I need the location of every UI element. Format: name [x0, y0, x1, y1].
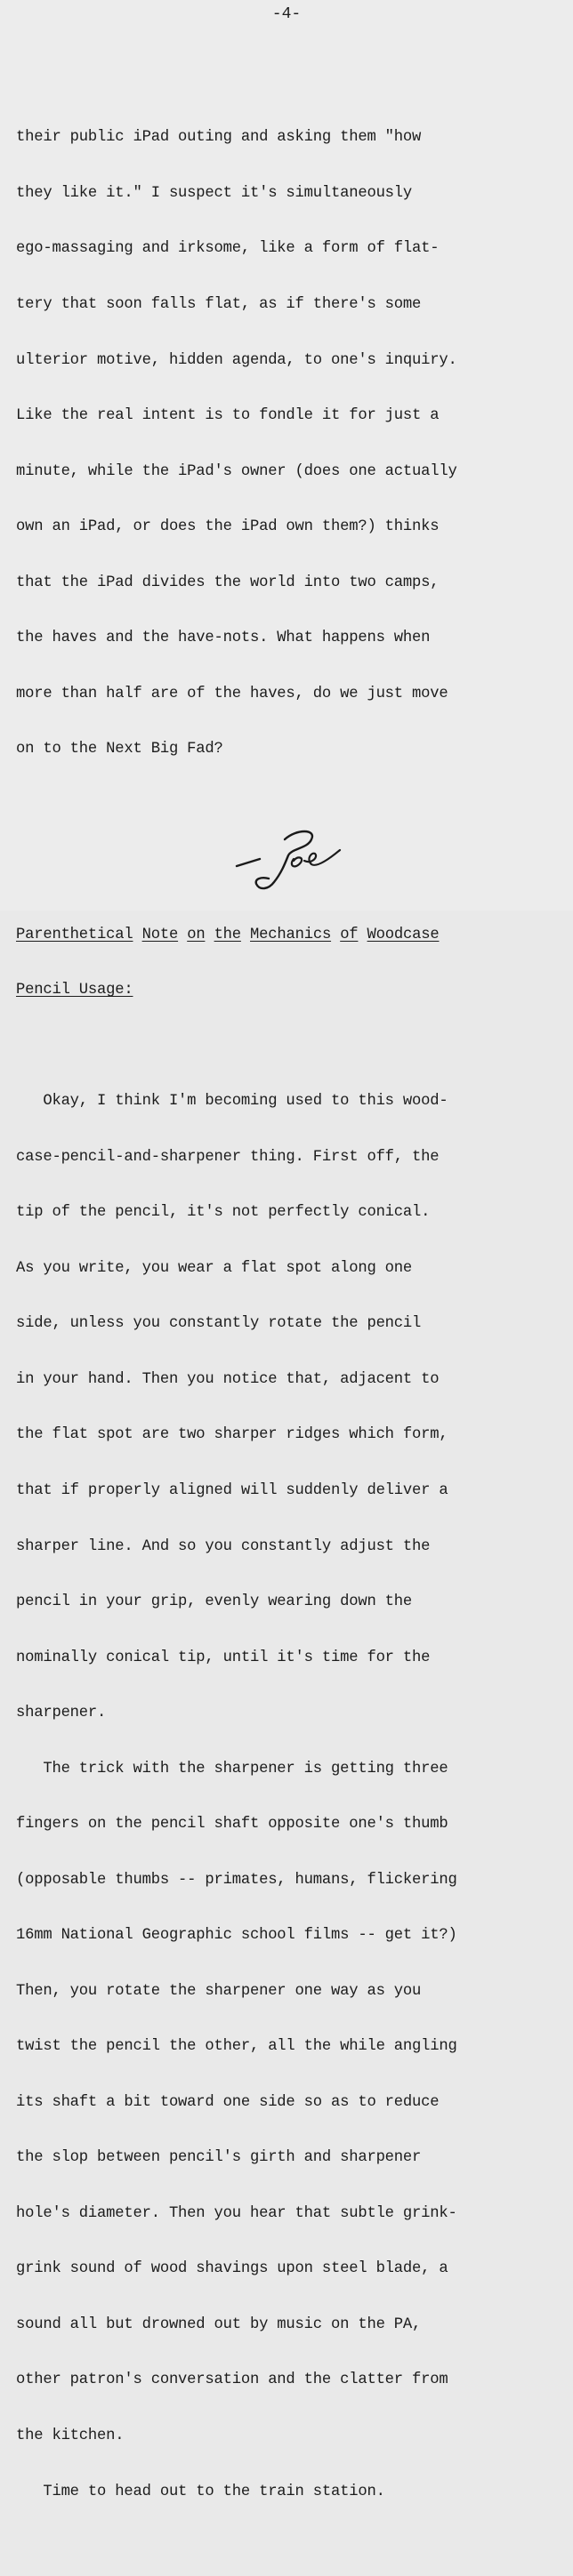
text-line: that if properly aligned will suddenly deliver a	[16, 1481, 448, 1499]
text-line: sharper line. And so you constantly adjust the	[16, 1537, 431, 1555]
text-line: case-pencil-and-sharpener thing. First off, the	[16, 1148, 440, 1166]
text-line: the haves and the have-nots. What happens when	[16, 630, 431, 647]
heading-word: the	[214, 926, 241, 943]
text-line: the flat spot are two sharper ridges which form,	[16, 1426, 448, 1444]
letter-body	[16, 55, 568, 2576]
text-line: own an iPad, or does the iPad own them?) thinks	[16, 518, 440, 536]
heading-word: Pencil Usage:	[16, 982, 133, 999]
section-heading-line1	[16, 927, 568, 945]
text-line: twist the pencil the other, all the while angling	[16, 2038, 457, 2056]
text-line: sound all but drowned out by music on the PA,	[16, 2315, 422, 2333]
text-line: pencil in your grip, evenly wearing down the	[16, 1593, 413, 1611]
text-line: other patron's conversation and the clatter from	[16, 2371, 448, 2389]
page-number: -4-	[271, 5, 302, 23]
text-line: Then, you rotate the sharpener one way as you	[16, 1982, 422, 2000]
text-line: sharpener.	[16, 1705, 107, 1722]
text-line: its shaft a bit toward one side so as to reduce	[16, 2093, 440, 2111]
text-line: that the iPad divides the world into two camps,	[16, 574, 440, 591]
text-line: Okay, I think I'm becoming used to this wood-	[16, 1093, 448, 1111]
paragraph-ipad	[16, 92, 568, 797]
heading-word: Woodcase	[367, 926, 440, 943]
text-line: grink sound of wood shavings upon steel blade, a	[16, 2260, 448, 2278]
text-line: tery that soon falls flat, as if there's some	[16, 295, 422, 313]
text-line: (opposable thumbs -- primates, humans, flickering	[16, 1871, 457, 1889]
text-line: minute, while the iPad's owner (does one actually	[16, 462, 457, 480]
text-line: side, unless you constantly rotate the pencil	[16, 1315, 422, 1333]
text-line: more than half are of the haves, do we just move	[16, 685, 448, 702]
text-line: they like it." I suspect it's simultaneously	[16, 184, 413, 202]
paragraph-pencil-mechanics	[16, 1056, 568, 2540]
heading-word: Parenthetical	[16, 926, 133, 943]
text-line: tip of the pencil, it's not perfectly conical.	[16, 1204, 431, 1222]
text-line: nominally conical tip, until it's time for the	[16, 1649, 431, 1666]
text-line: the slop between pencil's girth and sharpener	[16, 2149, 422, 2167]
text-line: hole's diameter. Then you hear that subtle grink-	[16, 2204, 457, 2222]
text-line: their public iPad outing and asking them "how	[16, 129, 422, 147]
text-line: Time to head out to the train station.	[16, 2483, 385, 2500]
text-line: the kitchen.	[16, 2428, 125, 2444]
text-line: As you write, you wear a flat spot along one	[16, 1259, 413, 1277]
text-line: Like the real intent is to fondle it for just a	[16, 407, 440, 425]
handwritten-signature	[230, 820, 363, 900]
text-line: on to the Next Big Fad?	[16, 741, 223, 758]
text-line: in your hand. Then you notice that, adjacent to	[16, 1370, 440, 1388]
section-heading-line2	[16, 982, 568, 1000]
text-line: 16mm National Geographic school films -- get it?)	[16, 1927, 457, 1945]
text-line: The trick with the sharpener is getting three	[16, 1760, 448, 1778]
heading-word: Note	[141, 926, 179, 943]
heading-word: of	[340, 926, 359, 943]
text-line: ego-massaging and irksome, like a form of flat-	[16, 240, 440, 258]
heading-word: on	[187, 926, 206, 943]
text-line: fingers on the pencil shaft opposite one's thumb	[16, 1816, 448, 1834]
text-line: ulterior motive, hidden agenda, to one's inquiry.	[16, 351, 457, 369]
heading-word: Mechanics	[250, 926, 332, 943]
